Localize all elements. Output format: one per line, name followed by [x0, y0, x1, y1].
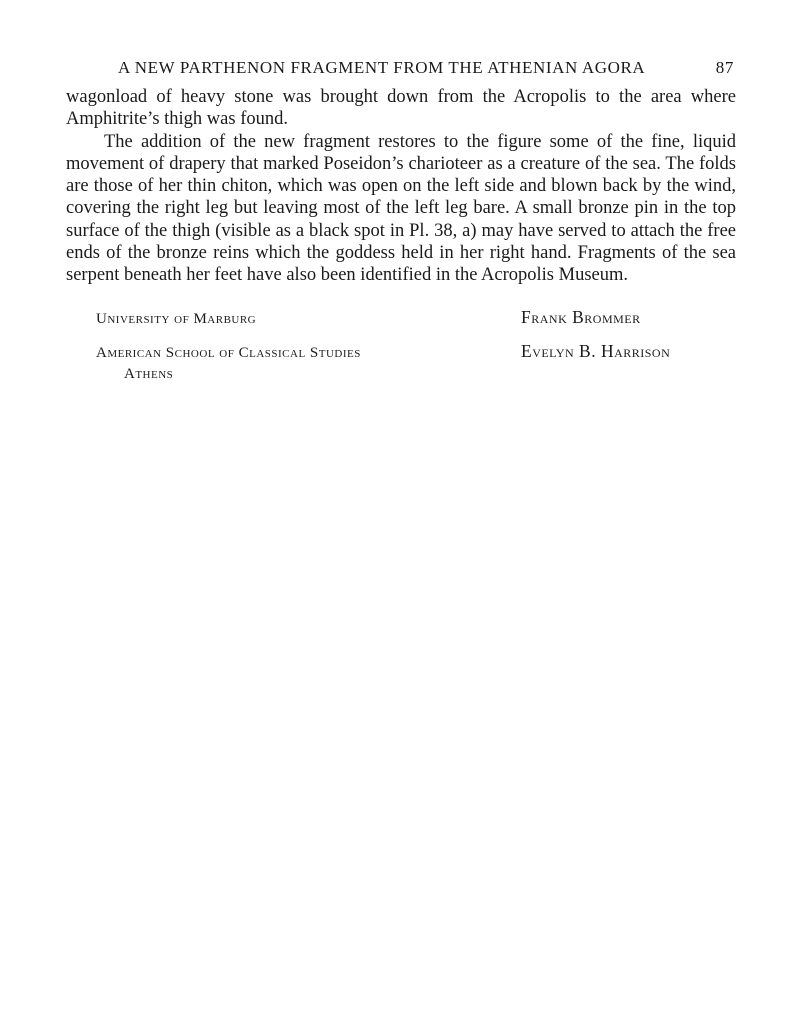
page-number: 87	[715, 58, 734, 77]
signature-block	[66, 305, 736, 395]
running-title: A NEW PARTHENON FRAGMENT FROM THE ATHENIAN AGORA	[118, 58, 646, 77]
paragraph-continuation: wagonload of heavy stone was brought down from the Acropolis to the area where Amphitrite’s thigh was found.	[66, 87, 736, 130]
affiliation-city: Athens	[124, 365, 174, 382]
article-body	[66, 86, 736, 287]
affiliation-marburg: University of Marburg	[96, 310, 257, 327]
affiliation-american-school: American School of Classical Studies	[96, 344, 361, 361]
paragraph-fragment-description: The addition of the new fragment restores to the figure some of the fine, liquid movement of drapery that marked Poseidon’s charioteer as a creature of the sea. The folds are those of her thin chiton, which was open on the left side and blown back by the wind, covering the right leg but leaving most of the left leg bare. A small bronze pin in the top surface of the thigh (visible as a black spot in Pl. 38, a) may have served to attach the free ends of the bronze reins which the goddess held in her right hand. Fragments of the sea serpent beneath her feet have also been identified in the Acropolis Museum.	[66, 131, 736, 286]
author-harrison: Evelyn B. Harrison	[521, 340, 671, 361]
page	[66, 52, 736, 395]
running-head	[66, 52, 736, 86]
author-brommer: Frank Brommer	[521, 306, 641, 327]
